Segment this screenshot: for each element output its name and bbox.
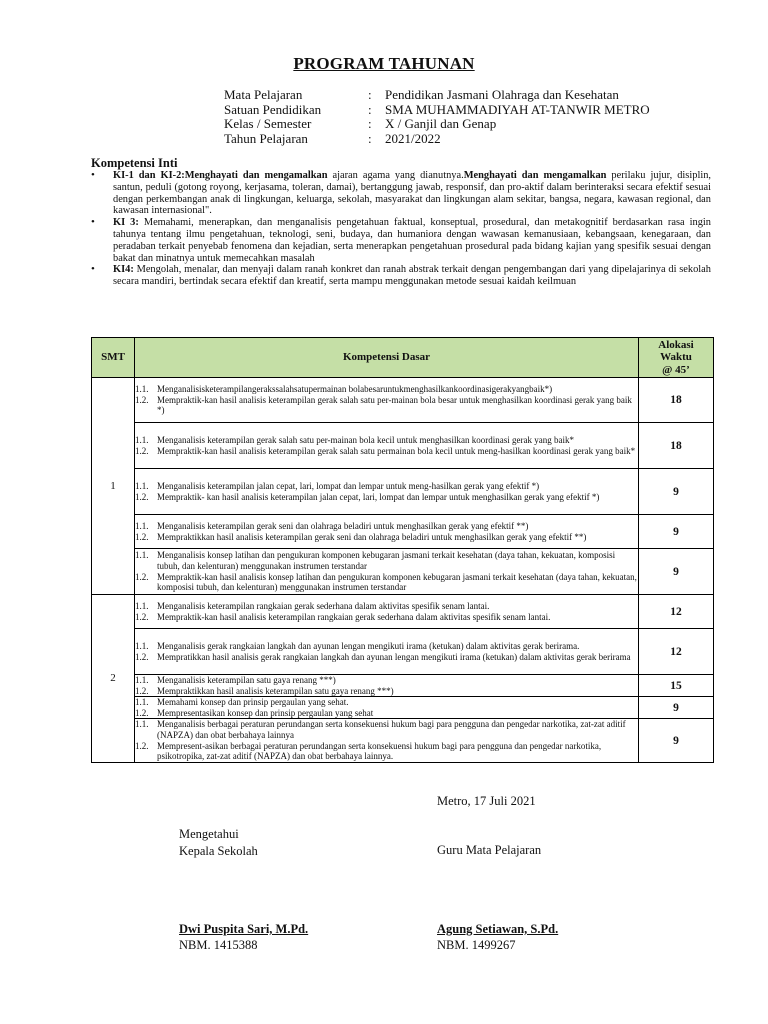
- kd-text: Menganalisis keterampilan satu gaya renang ***): [157, 675, 336, 685]
- kd-number: 1.2.: [135, 611, 149, 622]
- kd-number: 1.1.: [135, 640, 149, 651]
- alokasi-cell: 15: [639, 675, 714, 697]
- meta-separator: :: [368, 130, 372, 146]
- meta-label: Kelas / Semester: [224, 116, 312, 132]
- kd-number: 1.2.: [135, 651, 149, 662]
- kd-item: [135, 675, 638, 686]
- kd-text: Mempraktik-kan hasil analisis konsep latihan dan pengukuran komponen kebugaran jasmani terkait kesehatan (daya tahan, kekuatan, komposisi tubuh, dan kelenturan) menggunakan instrumen terstandar: [157, 571, 637, 593]
- kd-text: Mempraktik-kan hasil analisis keterampilan rangkaian gerak sederhana dalam aktivitas spesifik senam lantai.: [157, 611, 551, 622]
- semester-cell: 2: [92, 595, 135, 763]
- kd-item: [135, 446, 638, 457]
- kd-number: 1.1.: [135, 480, 149, 491]
- ki-text: [113, 170, 711, 217]
- document-title: PROGRAM TAHUNAN: [293, 54, 475, 73]
- header-alokasi-waktu: [639, 338, 714, 378]
- kd-text: Mempresentasikan konsep dan prinsip pergaulan yang sehat: [157, 707, 374, 718]
- kd-text: Mempresent-asikan berbagai peraturan perundangan serta konsekuensi hukum bagi para pengguna dan pengedar narkotika, psikotropika, zat-zat aditif (NAPZA) dan obat berbahaya lainnya.: [157, 740, 602, 762]
- teacher-signature: [437, 921, 558, 953]
- kd-text: Mempraktik-kan hasil analisis keterampilan gerak salah satu permainan bola kecil untuk meng-hasilkan koordinasi gerak yang baik*: [157, 445, 636, 456]
- meta-row-year: [224, 132, 650, 147]
- meta-separator: :: [368, 87, 372, 102]
- meta-value: Pendidikan Jasmani Olahraga dan Kesehatan: [385, 87, 619, 102]
- kd-text: Mempraktikkan hasil analisis keterampilan gerak seni dan olahraga beladiri untuk menghasilkan gerak yang efektif **): [157, 531, 587, 542]
- kd-item: [135, 719, 638, 740]
- principal-name: Dwi Puspita Sari, M.Pd.: [179, 922, 309, 936]
- acknowledge-label: Mengetahui: [179, 827, 239, 841]
- header-alokasi-line: Alokasi: [658, 338, 694, 351]
- kd-item: [135, 601, 638, 612]
- kd-number: 1.1.: [135, 520, 149, 531]
- kd-number: 1.2.: [135, 685, 149, 696]
- table-row: [92, 675, 714, 697]
- table-row: [92, 719, 714, 762]
- meta-value: X / Ganjil dan Genap: [385, 116, 497, 132]
- teacher-id: NBM. 1499267: [437, 938, 516, 952]
- meta-separator: :: [368, 101, 372, 117]
- kd-text: Mempratikkan hasil analisis gerak rangkaian langkah dan ayunan lengan mengikuti irama (ketukan) dalam aktivitas gerak berirama: [157, 651, 631, 662]
- kd-text: Menganalisis keterampilan gerak seni dan olahraga beladiri untuk menghasilkan gerak yang efektif **): [157, 520, 529, 531]
- table-body: [92, 378, 714, 763]
- kompetensi-dasar-cell: [135, 549, 639, 595]
- table-row: [92, 423, 714, 469]
- kd-item: [135, 641, 638, 652]
- teacher-name: Agung Setiawan, S.Pd.: [437, 922, 559, 936]
- kompetensi-dasar-cell: [135, 629, 639, 675]
- table-row: [92, 697, 714, 719]
- principal-id: NBM. 1415388: [179, 938, 258, 952]
- kd-text: Menganalisis keterampilan rangkaian gerak sederhana dalam aktivitas spesifik senam lantai.: [157, 600, 490, 611]
- kompetensi-dasar-cell: [135, 675, 639, 697]
- kompetensi-dasar-cell: [135, 697, 639, 719]
- teacher-role: Guru Mata Pelajaran: [437, 843, 542, 857]
- meta-label: Tahun Pelajaran: [224, 130, 308, 146]
- table-row: [92, 378, 714, 423]
- kd-number: 1.1.: [135, 697, 149, 708]
- meta-label: Satuan Pendidikan: [224, 101, 322, 117]
- table-row: [92, 595, 714, 629]
- table-row: [92, 469, 714, 515]
- table-row: [92, 549, 714, 595]
- kd-item: [135, 550, 638, 571]
- place-date: Metro, 17 Juli 2021: [437, 794, 536, 808]
- kd-text: Menganalisis gerak rangkaian langkah dan ayunan lengan mengikuti irama (ketukan) dalam aktivitas gerak berirama.: [157, 640, 580, 651]
- kd-item: [135, 521, 638, 532]
- ki-plain: Mengolah, menalar, dan menyaji dalam ranah konkret dan ranah abstrak terkait dengan pengembangan dari yang dipelajarinya di sekolah secara mandiri, bertindak secara efektif dan kreatif, serta mampu menggunakan metode sesuai kaidah keilmuan: [113, 264, 711, 288]
- kd-number: 1.1.: [135, 675, 149, 685]
- bullet-icon: •: [91, 263, 95, 276]
- kd-number: 1.2.: [135, 394, 149, 405]
- kd-item: [135, 741, 638, 762]
- principal-role: Kepala Sekolah: [179, 844, 258, 858]
- kd-number: 1.2.: [135, 740, 149, 751]
- signature-left-block: [179, 826, 258, 860]
- kompetensi-dasar-cell: [135, 719, 639, 762]
- kompetensi-dasar-cell: [135, 515, 639, 549]
- header-kompetensi-dasar: Kompetensi Dasar: [135, 338, 639, 378]
- alokasi-cell: 9: [639, 719, 714, 762]
- kd-number: 1.1.: [135, 384, 149, 395]
- kd-number: 1.2.: [135, 571, 149, 582]
- alokasi-cell: 18: [639, 423, 714, 469]
- kd-item: [135, 697, 638, 708]
- kd-text: Menganalisis keterampilan jalan cepat, lari, lompat dan lempar untuk meng-hasilkan gerak yang efektif *): [157, 480, 540, 491]
- kompetensi-inti-heading: Kompetensi Inti: [91, 156, 178, 170]
- header-smt: SMT: [92, 338, 135, 378]
- kd-text: Mempraktikkan hasil analisis keterampilan satu gaya renang ***): [157, 685, 394, 696]
- ki-plain: perilaku jujur, disiplin, santun, peduli (gotong royong, kerjasama, toleran, damai), bertanggung jawab, responsif, dan pro-aktif dalam berinteraksi secara efektif sesuai dengan perkembangan anak di lingkungan, keluarga, sekolah, masyarakat dan lingkungan alam sekitar, bangsa, negara, kawasan regional, dan kawasan internasional".: [113, 170, 712, 217]
- kd-item: [135, 481, 638, 492]
- kd-number: 1.1.: [135, 600, 149, 611]
- meta-row-subject: [224, 88, 650, 103]
- kd-item: [135, 686, 638, 697]
- ki-plain: Memahami, menerapkan, dan menganalisis pengetahuan faktual, konseptual, prosedural, dan metakognitif berdasarkan rasa ingin tahunya tentang ilmu pengetahuan, teknologi, seni, budaya, dan humaniora dengan wawasan kemanusiaan, kebangsaan, kenegaraan, dan peradaban terkait penyebab fenomena dan kejadian, serta menerapkan pengetahuan prosedural pada bidang kajian yang spesifik sesuai dengan bakat dan minatnya untuk memecahkan masalah: [113, 217, 711, 264]
- kd-item: [135, 435, 638, 446]
- ki-bold: KI-1 dan KI-2:Menghayati dan mengamalkan: [113, 170, 328, 181]
- kd-item: [135, 532, 638, 543]
- ki-text: [113, 264, 711, 288]
- meta-label: Mata Pelajaran: [224, 87, 303, 102]
- alokasi-cell: 9: [639, 697, 714, 719]
- alokasi-cell: 18: [639, 378, 714, 423]
- principal-signature: [179, 921, 308, 953]
- kd-item: [135, 652, 638, 663]
- ki-item: [91, 217, 711, 264]
- meta-row-school: [224, 103, 650, 118]
- kd-item: [135, 612, 638, 623]
- kd-item: [135, 395, 638, 416]
- ki-item: [91, 264, 711, 288]
- kd-text: Mempraktik-kan hasil analisis keterampilan gerak salah satu per-mainan bola besar untuk menghasilkan koordinasi gerak yang baik *): [157, 394, 632, 416]
- kd-item: [135, 572, 638, 593]
- ki-text: [113, 217, 711, 264]
- kompetensi-dasar-table: [91, 337, 714, 763]
- bullet-icon: •: [91, 216, 95, 229]
- ki-item: [91, 170, 711, 217]
- kd-text: Menganalisis konsep latihan dan pengukuran komponen kebugaran jasmani terkait kesehatan (daya tahan, kekuatan, komposisi tubuh, dan kelenturan) menggunakan instrumen terstandar: [157, 550, 616, 571]
- kd-item: [135, 384, 638, 395]
- meta-value: 2021/2022: [385, 130, 441, 146]
- kompetensi-dasar-cell: [135, 423, 639, 469]
- meta-value: SMA MUHAMMADIYAH AT-TANWIR METRO: [385, 101, 650, 117]
- kd-text: Menganalisis berbagai peraturan perundangan serta konsekuensi hukum bagi para pengguna dan pengedar narkotika, zat-zat aditif (NAPZA) dan obat berbahaya lainnya: [157, 719, 626, 740]
- semester-cell: 1: [92, 378, 135, 595]
- kd-number: 1.1.: [135, 719, 149, 730]
- kd-item: [135, 708, 638, 719]
- ki-bold: KI4:: [113, 264, 134, 276]
- alokasi-cell: 12: [639, 595, 714, 629]
- alokasi-cell: 9: [639, 515, 714, 549]
- kd-number: 1.2.: [135, 531, 149, 542]
- table-row: [92, 515, 714, 549]
- meta-separator: :: [368, 116, 372, 132]
- header-alokasi-line: Waktu: [660, 351, 692, 364]
- kd-text: Memahami konsep dan prinsip pergaulan yang sehat.: [157, 697, 349, 708]
- identity-block: [224, 88, 650, 146]
- table-row: [92, 629, 714, 675]
- ki-bold: KI 3:: [113, 217, 139, 229]
- kompetensi-dasar-cell: [135, 469, 639, 515]
- kd-number: 1.2.: [135, 707, 149, 718]
- kompetensi-dasar-cell: [135, 595, 639, 629]
- kd-number: 1.1.: [135, 434, 149, 445]
- meta-row-class: [224, 117, 650, 132]
- ki-bold: Menghayati dan mengamalkan: [463, 170, 607, 181]
- kd-number: 1.2.: [135, 491, 149, 502]
- kompetensi-dasar-cell: [135, 378, 639, 423]
- alokasi-cell: 12: [639, 629, 714, 675]
- kd-text: Mempraktik- kan hasil analisis keterampilan jalan cepat, lari, lompat dan lempar untuk menghasilkan gerak yang efektif *): [157, 491, 600, 502]
- table-header-row: [92, 338, 714, 378]
- kd-item: [135, 492, 638, 503]
- kd-number: 1.2.: [135, 445, 149, 456]
- kd-text: Menganalisis keterampilan gerak salah satu per-mainan bola kecil untuk menghasilkan koordinasi gerak yang baik*: [157, 434, 574, 445]
- kd-number: 1.1.: [135, 550, 149, 561]
- header-alokasi-line: @ 45’: [662, 363, 690, 376]
- ki-plain: ajaran agama yang dianutnya.: [327, 170, 464, 181]
- kd-text: Menganalisisketerampilangerakssalahsatupermainan bolabesaruntukmenghasilkankoordinasigerakyangbaik*): [157, 384, 553, 395]
- alokasi-cell: 9: [639, 549, 714, 595]
- bullet-icon: •: [91, 169, 95, 181]
- alokasi-cell: 9: [639, 469, 714, 515]
- kompetensi-inti-list: [91, 170, 711, 288]
